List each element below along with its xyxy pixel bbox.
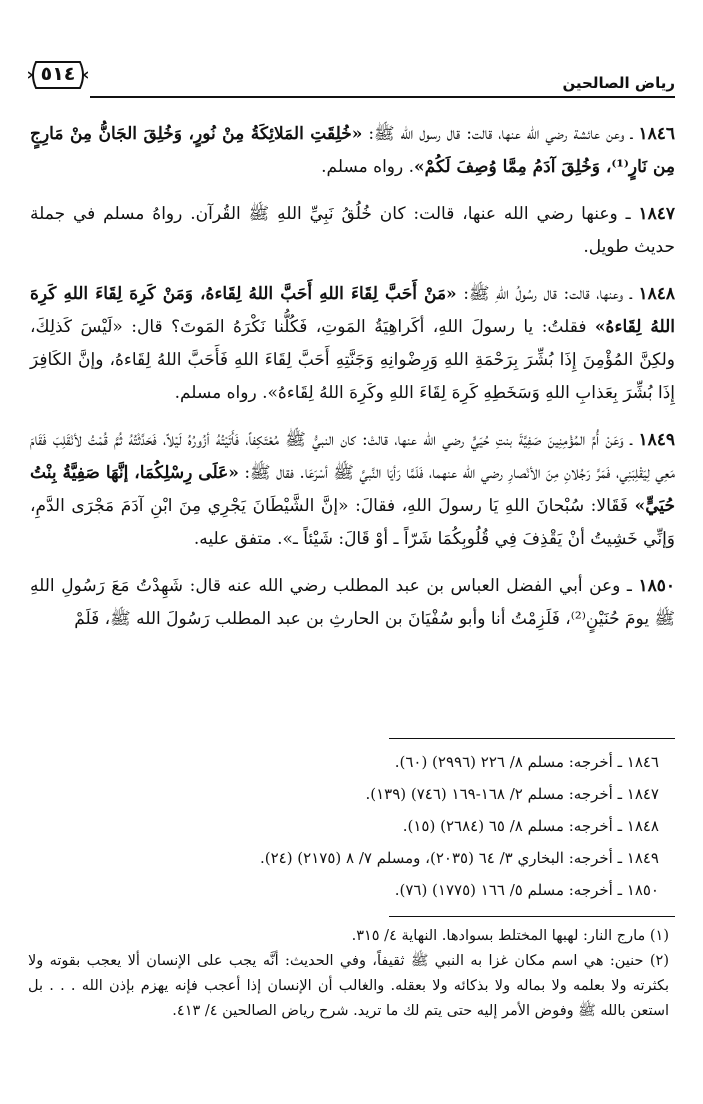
hadith-number: ١٨٤٩ — [638, 430, 675, 450]
takhrij-separator — [389, 738, 675, 739]
hadith-1850 — [30, 570, 675, 636]
page-number: ٥١٤ — [40, 63, 76, 85]
takhrij-line: ١٨٥٠ ـ أخرجه: مسلم ٥/ ١٦٦ (١٧٧٥) (٧٦). — [394, 881, 659, 899]
takhrij-line: ١٨٤٨ ـ أخرجه: مسلم ٨/ ٦٥ (٢٦٨٤) (١٥). — [402, 817, 659, 835]
hadith-number: ١٨٤٦ — [638, 124, 675, 144]
hadith-outro: فَقَالا: سُبْحانَ اللهِ يَا رسولَ اللهِ، فقالَ: «إنَّ الشَّيْطَانَ يَجْرِي مِنَ ابْنِ آدَمَ مَجْرَى الدَّمِ، وَإنِّي خَشِيتُ أنْ يَقْذِفَ فِي قُلُوبِكُمَا شَرّاً ـ أوْ قَالَ: شَيْئاً ـ». متفق عليه. — [30, 496, 675, 549]
hadith-intro: ـ وعن أبي الفضل العباس بن عبد المطلب رضي الله عنه قال: شَهِدْتُ مَعَ رَسُولِ اللهِ ﷺ يومَ حُنَيْنٍ⁽²⁾، فَلَزِمْتُ أنا وأبو سُفْيَانَ بن الحارثِ بن عبد المطلب رَسُولَ الله ﷺ، فَلَمْ — [30, 576, 675, 629]
footnote-2: (٢) حنين: هي اسم مكان غزا به النبي ﷺ ثقيفاً، وفي الحديث: أنَّه يجب على الإنسان ألا يعجب بقوته ولا بكثرته ولا بعلمه ولا بماله ولا بذكائه ولا بعقله. والغالب أن الإنسان إذا أعجب فإنه يهزم بإذن الله . . . بل استعن بالله ﷺ وفوض الأمر إليه حتى يتم لك ما تريد. شرح رياض الصالحين ٤/ ٤١٣. — [28, 953, 669, 1019]
hadith-1848 — [30, 278, 675, 410]
hadith-quote: «مَنْ أَحَبَّ لِقَاءَ اللهِ أَحَبَّ اللهُ لِقَاءهُ، وَمَنْ كَرِهَ لِقَاءَ اللهِ كَرِهَ اللهُ لِقَاءهُ» — [30, 284, 675, 337]
page-number-frame — [28, 60, 88, 90]
book-title: رياض الصالحين — [562, 74, 675, 92]
takhrij-line: ١٨٤٧ ـ أخرجه: مسلم ٢/ ١٦٨-١٦٩ (٧٤٦) (١٣٩). — [365, 785, 659, 803]
hadith-1849 — [30, 424, 675, 556]
header-rule — [90, 96, 675, 98]
hadith-intro: ـ وعن عائشة رضي الله عنها، قالت: قال رسول الله ﷺ: — [362, 124, 639, 144]
hadith-1847 — [30, 198, 675, 264]
main-text — [30, 118, 675, 650]
takhrij-line: ١٨٤٩ ـ أخرجه: البخاري ٣/ ٦٤ (٢٠٣٥)، ومسلم ٧/ ٨ (٢١٧٥) (٢٤). — [259, 849, 659, 867]
hadith-1846 — [30, 118, 675, 184]
hadith-intro: ـ وعنها، قالت: قال رسُولُ اللهِ ﷺ: — [456, 284, 639, 304]
footnote-separator — [389, 916, 675, 917]
hadith-outro: . رواه مسلم. — [321, 157, 415, 177]
footnotes-section — [28, 924, 669, 1024]
hadith-number: ١٨٤٨ — [638, 284, 675, 304]
takhrij-line: ١٨٤٦ ـ أخرجه: مسلم ٨/ ٢٢٦ (٢٩٩٦) (٦٠). — [394, 753, 659, 771]
hadith-intro: ـ وعنها رضي الله عنها، قالت: كان خُلُقُ نَبِيِّ اللهِ ﷺ القُرآن. رواهُ مسلم في جملة حديث طويل. — [30, 204, 675, 257]
hadith-outro: فقلتُ: يا رسولَ اللهِ، أكَراهِيَةُ المَوتِ، فَكُلُّنا نَكْرَهُ المَوتَ؟ قال: «لَيْسَ كَذلِكَ، ولكِنَّ المُؤْمِنَ إِذَا بُشِّرَ بِرَحْمَةِ اللهِ وَرِضْوانِهِ وَجَنَّتِهِ أَحَبَّ لِقَاءَ اللهِ فَأَحَبَّ اللهُ لِقَاءهُ، وإنَّ الكَافِرَ إِذَا بُشِّرَ بِعَذابِ اللهِ وَسَخَطِهِ كَرِهَ لِقَاءَ اللهِ وكَرِهَ اللهُ لِقَاءهُ». رواه مسلم. — [30, 317, 675, 403]
takhrij-section — [60, 746, 659, 906]
page-header — [28, 60, 675, 100]
hadith-number: ١٨٥٠ — [638, 576, 675, 596]
hadith-number: ١٨٤٧ — [638, 204, 675, 224]
hadith-quote: «عَلَى رِسْلِكُمَا، إنَّهَا صَفِيَّةُ بِنْتُ حُيَيٍّ» — [30, 463, 675, 516]
hadith-intro: ـ وَعَنْ أُمِّ المُؤْمِنِينَ صَفِيَّةَ بنتِ حُيَيٍّ رضي الله عنها، قالتْ: كان النبيُّ ﷺ مُعْتَكِفاً، فَأَتَيْتُهُ أزُورُهُ لَيْلاً، فَحَدَّثْتُهُ ثُمَّ قُمْتُ لأنْقَلِبَ فَقَامَ مَعِي لِيَقْلِبَنِي، فَمَرَّ رَجُلانِ مِنَ الأنْصارِ رضي الله عنهما، فَلَمَّا رَأيَا النَّبيَّ ﷺ أسْرَعَا. فقال ﷺ: — [30, 430, 675, 483]
hadith-quote: «خُلِقَتِ المَلائِكَةُ مِنْ نُورٍ، وَخُلِقَ الجَانُّ مِنْ مَارِجٍ مِن نَارٍ⁽¹⁾، وَخُلِقَ آدَمُ مِمَّا وُصِفَ لَكُمْ» — [30, 124, 675, 177]
footnote-1: (١) مارج النار: لهبها المختلط بسوادها. النهاية ٤/ ٣١٥. — [351, 928, 669, 944]
